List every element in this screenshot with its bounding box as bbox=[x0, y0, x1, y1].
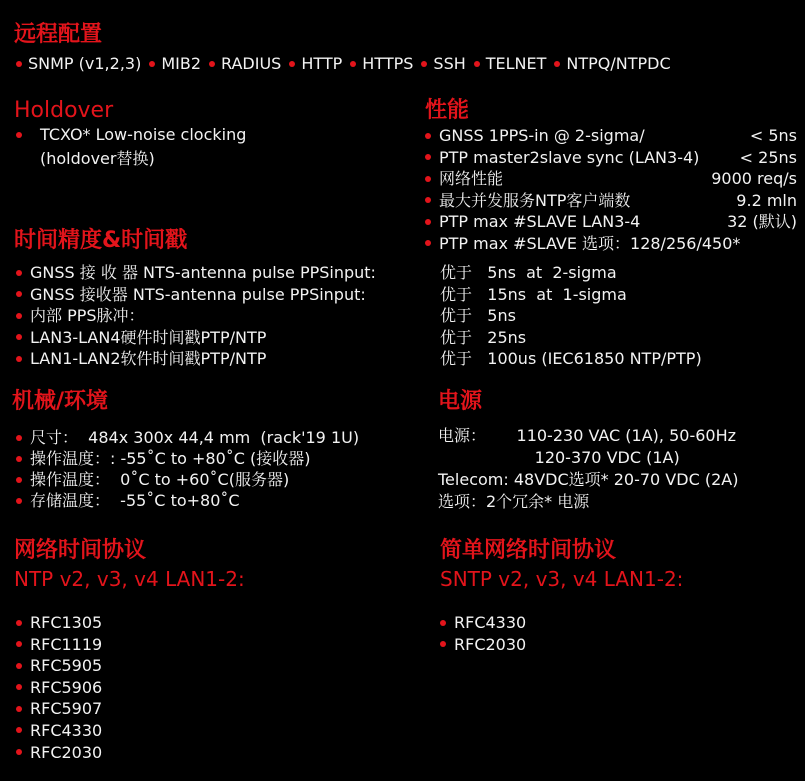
protocol-item bbox=[289, 53, 342, 74]
bullet-icon bbox=[149, 61, 155, 67]
bullet-icon bbox=[425, 154, 431, 160]
bullet-icon bbox=[440, 641, 446, 647]
protocol-label: HTTPS bbox=[362, 54, 414, 73]
performance-value: 9000 req/s bbox=[711, 169, 797, 188]
performance-row bbox=[425, 125, 797, 147]
performance-row bbox=[425, 190, 797, 212]
power-line: 选项：2个冗余* 电源 bbox=[438, 492, 590, 511]
protocol-label: MIB2 bbox=[161, 54, 202, 73]
accuracy-label: 内部 PPS脉冲： bbox=[30, 306, 145, 326]
accuracy-label: LAN1-LAN2软件时间戳PTP/NTP bbox=[30, 349, 267, 369]
protocol-item bbox=[474, 53, 547, 74]
performance-value: 9.2 mln bbox=[736, 190, 797, 210]
remote-config-title: 远程配置 bbox=[14, 22, 103, 47]
power-line: 电源： 110-230 VAC (1A), 50-60Hz bbox=[438, 426, 737, 445]
protocol-label: HTTP bbox=[301, 54, 343, 73]
bullet-icon bbox=[16, 313, 22, 319]
holdover-line1: TCXO* Low-noise clocking bbox=[40, 125, 247, 144]
rfc-label: RFC4330 bbox=[30, 720, 103, 740]
bullet-icon bbox=[16, 684, 22, 690]
rfc-label: RFC4330 bbox=[454, 613, 527, 632]
bullet-icon bbox=[554, 61, 560, 67]
performance-row bbox=[425, 147, 797, 169]
ntp-title: 网络时间协议 bbox=[14, 538, 147, 563]
performance-label: PTP master2slave sync (LAN3-4) bbox=[439, 147, 700, 167]
performance-title: 性能 bbox=[425, 98, 470, 123]
rfc-label: RFC2030 bbox=[454, 634, 527, 654]
performance-label: 网络性能 bbox=[439, 169, 504, 188]
rfc-item bbox=[16, 698, 102, 720]
bullet-icon bbox=[16, 356, 22, 362]
bullet-icon bbox=[440, 620, 446, 626]
rfc-label: RFC1119 bbox=[30, 634, 103, 654]
accuracy-value: 优于 15ns at 1-sigma bbox=[440, 284, 627, 304]
performance-value: < 5ns bbox=[749, 126, 797, 145]
accuracy-row bbox=[16, 327, 796, 349]
mechanical-row bbox=[16, 469, 359, 490]
rfc-item bbox=[16, 720, 102, 742]
accuracy-title: 时间精度&时间戳 bbox=[14, 228, 188, 253]
sntp-title: 简单网络时间协议 bbox=[440, 538, 617, 563]
bullet-icon bbox=[16, 641, 22, 647]
ntp-subtitle: NTP v2, v3, v4 LAN1-2: bbox=[14, 567, 245, 591]
ntp-rfc-list bbox=[16, 612, 102, 763]
rfc-item bbox=[440, 634, 526, 656]
bullet-icon bbox=[16, 334, 22, 340]
protocol-label: NTPQ/NTPDC bbox=[566, 54, 671, 73]
bullet-icon bbox=[421, 61, 427, 67]
rfc-item bbox=[16, 655, 102, 677]
bullet-icon bbox=[425, 240, 431, 246]
accuracy-label: GNSS 接收器 NTS-antenna pulse PPSinput: bbox=[30, 284, 366, 304]
protocol-item bbox=[149, 53, 201, 74]
bullet-icon bbox=[16, 498, 22, 504]
protocol-label: SSH bbox=[433, 54, 466, 73]
accuracy-value: 优于 25ns bbox=[440, 327, 527, 347]
bullet-icon bbox=[425, 176, 431, 182]
holdover-item bbox=[16, 124, 246, 145]
accuracy-value: 优于 100us (IEC61850 NTP/PTP) bbox=[440, 349, 702, 369]
bullet-icon bbox=[350, 61, 356, 67]
accuracy-row bbox=[16, 284, 796, 306]
rfc-label: RFC5907 bbox=[30, 699, 103, 719]
rfc-label: RFC1305 bbox=[30, 613, 103, 632]
performance-label: PTP max #SLAVE LAN3-4 bbox=[439, 212, 641, 231]
bullet-icon bbox=[425, 219, 431, 225]
performance-row bbox=[425, 168, 797, 190]
holdover-line2: (holdover替换) bbox=[40, 149, 155, 168]
accuracy-value: 优于 5ns bbox=[440, 306, 516, 326]
holdover-title: Holdover bbox=[14, 98, 114, 123]
bullet-icon bbox=[16, 477, 22, 483]
rfc-label: RFC5905 bbox=[30, 656, 103, 676]
performance-row bbox=[425, 233, 797, 255]
mechanical-title: 机械/环境 bbox=[12, 389, 109, 414]
sntp-rfc-list bbox=[440, 612, 526, 655]
accuracy-value: 优于 5ns at 2-sigma bbox=[440, 263, 617, 282]
performance-value: 32 (默认) bbox=[727, 212, 797, 231]
power-list bbox=[438, 425, 738, 513]
mechanical-text: 尺寸： 484x 300x 44,4 mm (rack'19 1U) bbox=[30, 428, 360, 447]
bullet-icon bbox=[16, 270, 22, 276]
accuracy-row bbox=[16, 262, 796, 284]
sntp-subtitle: SNTP v2, v3, v4 LAN1-2: bbox=[440, 567, 684, 591]
protocol-item bbox=[350, 53, 413, 74]
mechanical-text: 操作温度：: -55˚C to +80˚C (接收器) bbox=[30, 449, 311, 468]
rfc-item bbox=[16, 742, 102, 764]
protocol-label: RADIUS bbox=[221, 54, 282, 73]
accuracy-row bbox=[16, 305, 796, 327]
accuracy-label: LAN3-LAN4硬件时间戳PTP/NTP bbox=[30, 327, 267, 347]
protocol-item bbox=[16, 53, 141, 74]
bullet-icon bbox=[16, 727, 22, 733]
protocol-label: TELNET bbox=[485, 54, 547, 73]
rfc-item bbox=[16, 677, 102, 699]
power-line: 120-370 VDC (1A) bbox=[438, 448, 680, 467]
rfc-label: RFC5906 bbox=[30, 677, 103, 697]
performance-list bbox=[425, 125, 797, 254]
mechanical-text: 操作温度： 0˚C to +60˚C(服务器) bbox=[30, 470, 290, 489]
power-line: Telecom: 48VDC选项* 20-70 VDC (2A) bbox=[438, 470, 739, 489]
bullet-icon bbox=[16, 456, 22, 462]
protocol-item bbox=[209, 53, 281, 74]
mechanical-row bbox=[16, 427, 359, 448]
mechanical-row bbox=[16, 448, 359, 469]
bullet-icon bbox=[16, 435, 22, 441]
bullet-icon bbox=[425, 197, 431, 203]
bullet-icon bbox=[289, 61, 295, 67]
power-title: 电源 bbox=[438, 389, 483, 414]
protocol-list bbox=[16, 53, 679, 74]
bullet-icon bbox=[474, 61, 480, 67]
performance-value: < 25ns bbox=[739, 147, 797, 167]
mechanical-row bbox=[16, 490, 359, 511]
protocol-item bbox=[554, 53, 670, 74]
rfc-item bbox=[16, 634, 102, 656]
bullet-icon bbox=[16, 132, 22, 138]
bullet-icon bbox=[16, 620, 22, 626]
bullet-icon bbox=[16, 61, 22, 67]
accuracy-list bbox=[16, 262, 796, 370]
accuracy-label: GNSS 接 收 器 NTS-antenna pulse PPSinput: bbox=[30, 263, 376, 282]
protocol-item bbox=[421, 53, 465, 74]
bullet-icon bbox=[209, 61, 215, 67]
bullet-icon bbox=[16, 291, 22, 297]
bullet-icon bbox=[425, 133, 431, 139]
performance-row bbox=[425, 211, 797, 233]
performance-label: 最大并发服务NTP客户端数 bbox=[439, 190, 631, 210]
bullet-icon bbox=[16, 749, 22, 755]
bullet-icon bbox=[16, 706, 22, 712]
rfc-item bbox=[16, 612, 102, 634]
mechanical-list bbox=[16, 427, 359, 511]
accuracy-row bbox=[16, 348, 796, 370]
rfc-item bbox=[440, 612, 526, 634]
mechanical-text: 存储温度： -55˚C to+80˚C bbox=[30, 491, 240, 510]
rfc-label: RFC2030 bbox=[30, 742, 103, 762]
performance-label: PTP max #SLAVE 选项：128/256/450* bbox=[439, 233, 741, 253]
performance-label: GNSS 1PPS-in @ 2-sigma/ bbox=[439, 126, 645, 145]
bullet-icon bbox=[16, 663, 22, 669]
protocol-label: SNMP (v1,2,3) bbox=[28, 54, 142, 73]
